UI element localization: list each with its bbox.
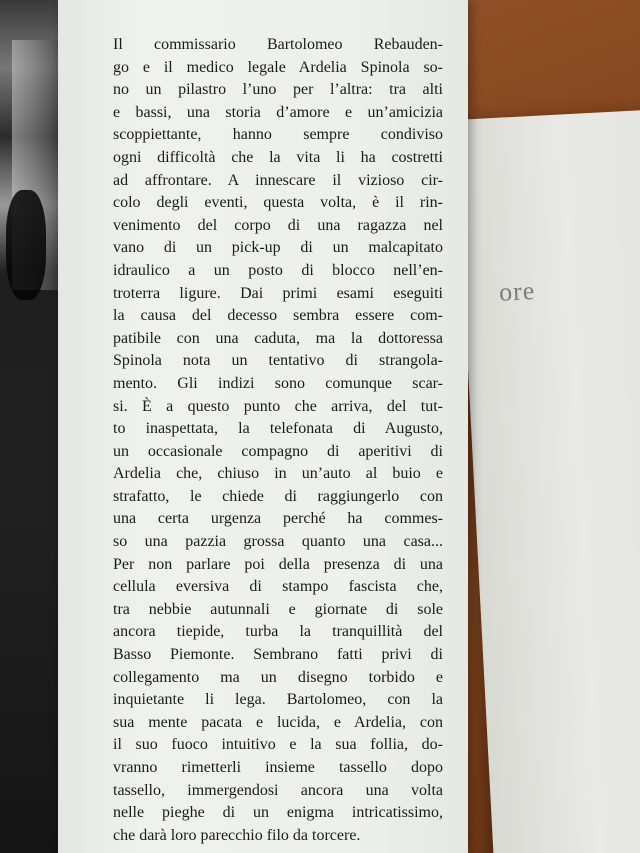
blurb-line: cellula eversiva di stampo fascista che, — [113, 578, 443, 596]
blurb-line: mento. Gli indizi sono comunque scar- — [113, 374, 443, 392]
blurb-line: che darà loro parecchio filo da torcere. — [113, 826, 361, 844]
blurb-line: Ardelia che, chiuso in un’auto al buio e — [113, 465, 443, 483]
blurb-line: troterra ligure. Dai primi esami eseguiti — [113, 284, 443, 302]
blurb-line: so una pazzia grossa quanto una casa... — [113, 533, 443, 551]
blurb-line: Spinola nota un tentativo di strangola- — [113, 352, 443, 370]
blurb-line: to inaspettata, la telefonata di Augusto, — [113, 420, 443, 438]
second-book-partial-title: ore — [498, 276, 536, 307]
blurb-line: venimento del corpo di una ragazza nel — [113, 216, 443, 234]
blurb-line: e bassi, una storia d’amore e un’amicizia — [113, 103, 443, 121]
blurb-line: patibile con una caduta, ma la dottoressa — [113, 329, 443, 347]
blurb-line: nelle pieghe di un enigma intricatissimo, — [113, 804, 443, 822]
cover-photo-shadow — [6, 190, 46, 300]
blurb-line: go e il medico legale Ardelia Spinola so- — [113, 58, 443, 76]
blurb-line: vranno rimetterli insieme tassello dopo — [113, 759, 443, 776]
blurb-line: sua mente pacata e lucida, e Ardelia, con — [113, 713, 443, 731]
blurb-line: ogni difficoltà che la vita li ha costretti — [113, 148, 443, 166]
blurb-line: un occasionale compagno di aperitivi di — [113, 442, 443, 460]
blurb-line: una certa urgenza perché ha commes- — [113, 510, 443, 528]
blurb-line: il suo fuoco intuitivo e la sua follia, do- — [113, 736, 443, 754]
blurb-line: colo degli eventi, questa volta, è il rin- — [113, 194, 443, 212]
blurb-line: Per non parlare poi della presenza di una — [113, 555, 443, 573]
blurb-line: strafatto, le chiede di raggiungerlo con — [113, 487, 443, 505]
blurb-line: Il commissario Bartolomeo Rebauden- — [113, 36, 443, 53]
blurb-line: ancora tiepide, turba la tranquillità del — [113, 623, 443, 641]
blurb-line: la causa del decesso sembra essere com- — [113, 307, 443, 325]
blurb-text — [113, 34, 443, 847]
blurb-line: si. È a questo punto che arriva, del tut- — [113, 397, 443, 415]
blurb-line: scoppiettante, hanno sempre condiviso — [113, 126, 443, 144]
blurb-line: collegamento ma un disegno torbido e — [113, 668, 443, 686]
book-cover-edge — [0, 0, 60, 853]
blurb-line: Basso Piemonte. Sembrano fatti privi di — [113, 646, 443, 664]
blurb-line: vano di un pick-up di un malcapitato — [113, 239, 443, 257]
blurb-line: inquietante li lega. Bartolomeo, con la — [113, 691, 443, 709]
blurb-line: no un pilastro l’uno per l’altra: tra alti — [113, 81, 443, 99]
blurb-line: tra nebbie autunnali e giornate di sole — [113, 600, 443, 618]
back-cover-flap — [58, 0, 468, 853]
blurb-line: tassello, immergendosi ancora una volta — [113, 781, 443, 799]
blurb-line: ad affrontare. A innescare il vizioso cir- — [113, 171, 443, 189]
blurb-line: idraulico a un posto di blocco nell’en- — [113, 261, 443, 279]
